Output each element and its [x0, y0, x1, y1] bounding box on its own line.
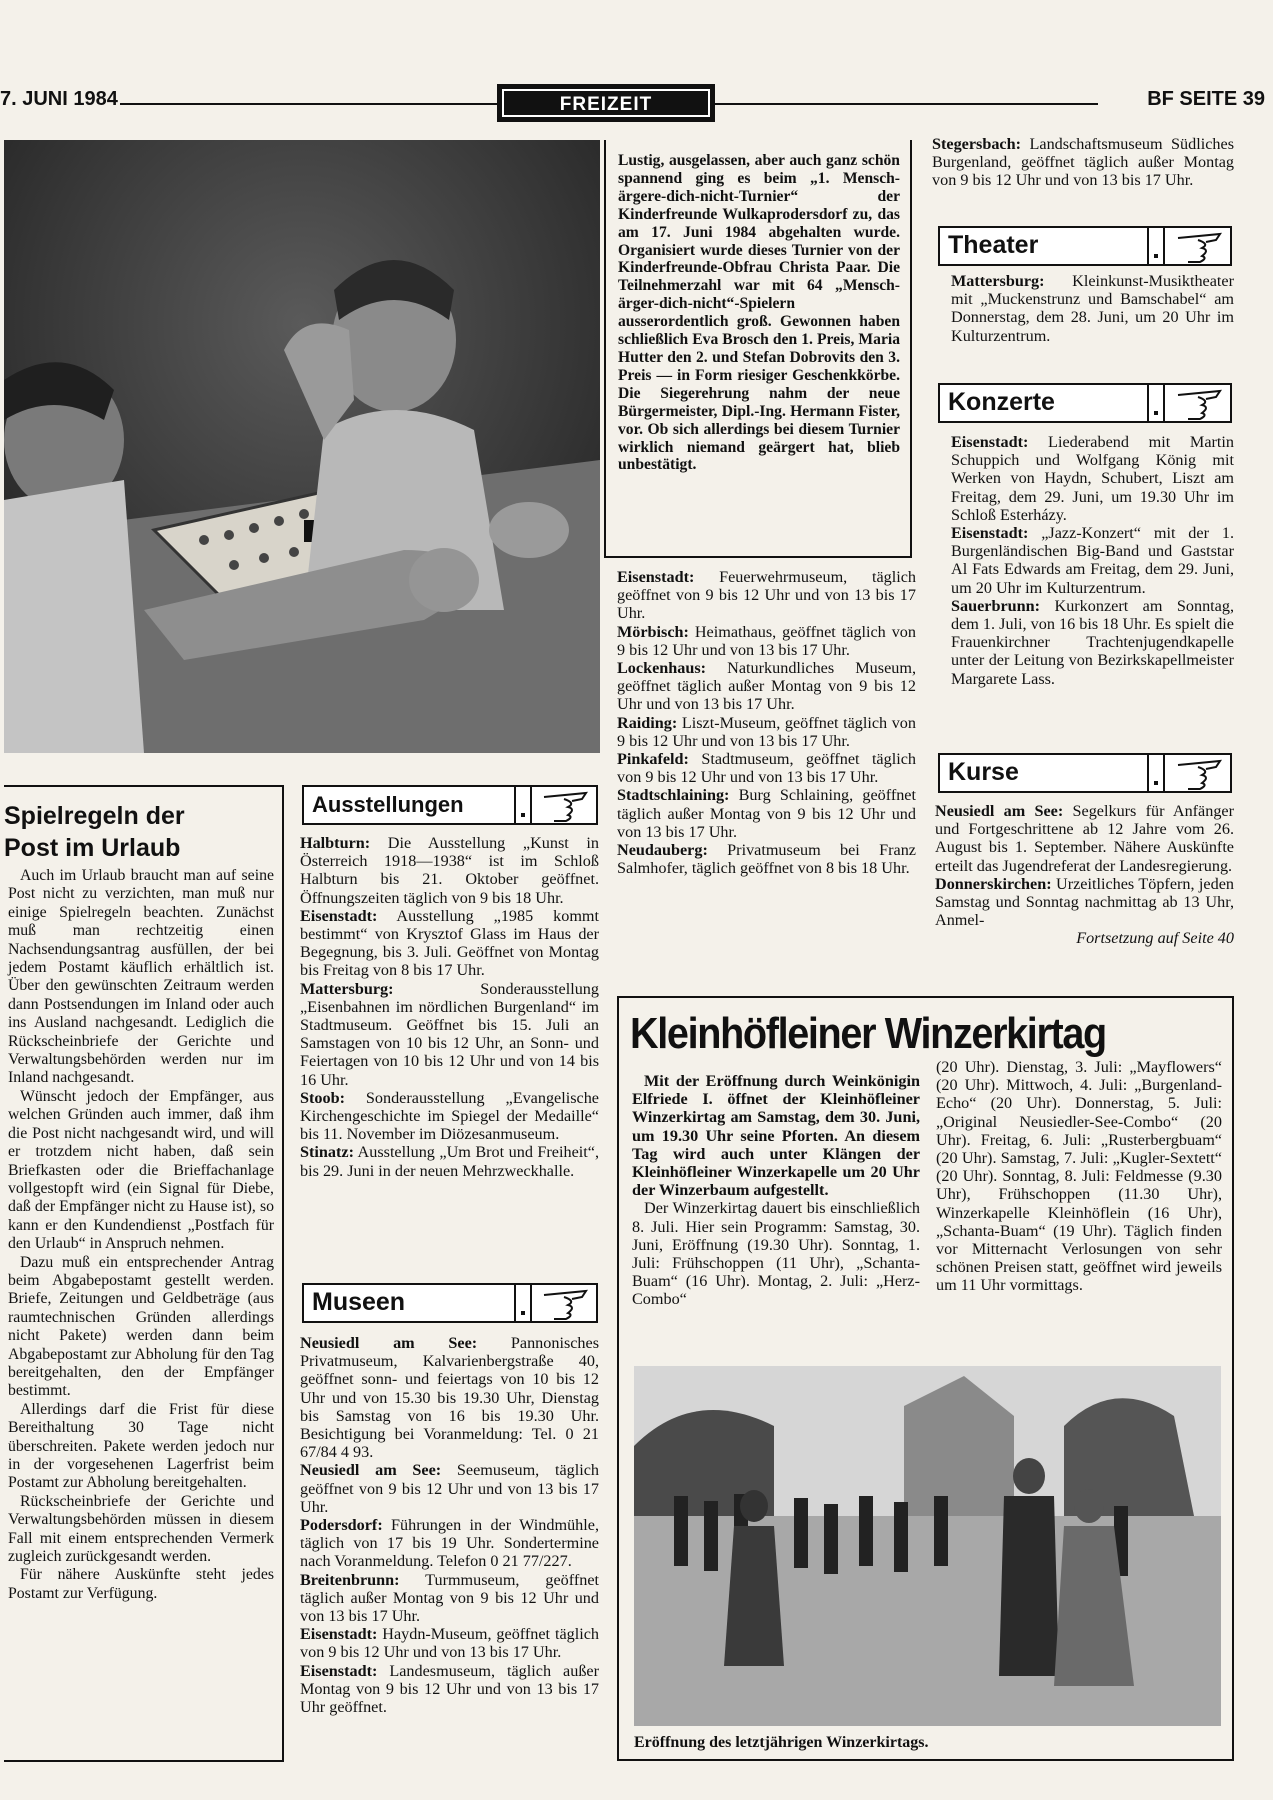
konzert-entry: Sauerbrunn: Kurkonzert am Sonntag, dem 1. Juli, von 16 bis 18 Uhr. Es spielt die Frauenkirchner Trachtenjugendkapelle unter der Leitung von Bezirkskapellmeister Margarete Lass.: [951, 596, 1234, 688]
kurs-entry: Neusiedl am See: Segelkurs für Anfänger und Fortgeschrittene ab 12 Jahre vom 26. August bis 1. September. Nähere Auskünfte erteilt das Jugendreferat der Landesregierung.: [935, 802, 1235, 875]
museen-title: Museen: [312, 1288, 406, 1316]
post-headline: Spielregeln der Post im Urlaub: [4, 802, 185, 862]
post-paragraph: Rückscheinbriefe der Gerichte und Verwaltungsbehörden müssen in diesem Fall mit einem entsprechenden Vermerk zugleich zurückgesandt werden.: [8, 1492, 274, 1566]
marker-square-icon: [514, 787, 532, 823]
post-paragraph: Allerdings darf die Frist für diese Bereithaltung 30 Tage nicht überschreiten. Pakete werden jedoch nur in der vorgesehenen Lagerfrist beim Postamt zur Abholung bereitgehalten.: [8, 1400, 274, 1492]
museum-entry: Mörbisch: Heimathaus, geöffnet täglich von 9 bis 12 Uhr und von 13 bis 17 Uhr.: [617, 622, 916, 659]
museum-entry: Eisenstadt: Landesmuseum, täglich außer Montag von 9 bis 12 Uhr und von 13 bis 17 Uhr geöffnet.: [300, 1661, 599, 1717]
marker-square-icon: [1147, 755, 1165, 791]
post-paragraph: Auch im Urlaub braucht man auf seine Post nicht zu verzichten, man muß nur einige Spielregeln beachten. Zunächst muß man rechtzeitig einen Nachsendungsantrag ausfüllen, der bei jedem Postamt käuflich erhältlich ist. Über den gewünschten Zeitraum werden dann Postsendungen im Inland oder auch ins Ausland nachgesandt. Lediglich die Rückscheinbriefe der Gerichte und Verwaltungsbehörden werden nur im Inland nachgesandt.: [8, 867, 274, 1087]
ausstellung-entry: Mattersburg: Sonderausstellung „Eisenbahnen im nördlichen Burgenland“ im Stadtmuseum. Geöffnet bis 15. Juli an Samstagen von 10 bis 12 Uhr, an Sonn- und Feiertagen von 10 bis 12 Uhr und von 14 bis 16 Uhr.: [300, 979, 599, 1089]
dance-illustration: [634, 1366, 1221, 1726]
turnier-text: Lustig, ausgelassen, aber auch ganz schön spannend ging es beim „1. Mensch-ärgere-dich-nicht-Turnier“ der Kinderfreunde Wulkaprodersdorf zu, das am 17. Juni 1984 abgehalten wurde. Organisiert wurde dieses Turnier von der Kinderfreunde-Obfrau Christa Paar. Die Teilnehmerzahl war mit 64 „Mensch-ärger-dich-nicht“-Spielern ausserordentlich groß. Gewonnen haben schließlich Eva Brosch den 1. Preis, Maria Hutter den 2. und Stefan Dobrovits den 3. Preis — in Form riesiger Geschenkkörbe. Die Siegerehrung nahm der neue Bürgermeister, Dipl.-Ing. Hermann Fister, vor. Ob sich allerdings bei diesem Turnier wirklich niemand geärgert hat, blieb unbestätigt.: [618, 152, 900, 474]
section-label: [497, 84, 715, 122]
kurse-title: Kurse: [948, 758, 1019, 786]
theater-entry: Mattersburg: Kleinkunst-Musiktheater mit „Muckenstrunz und Bamschabel“ am Donnerstag, dem 28. Juni, um 20 Uhr im Kulturzentrum.: [951, 272, 1234, 345]
kurs-entry: Donnerskirchen: Urzeitliches Töpfern, jeden Samstag und Sonntag nachmittag ab 13 Uhr, Anmel-: [935, 874, 1234, 930]
pointing-hand-icon: [1176, 230, 1226, 266]
section-label-text: FREIZEIT: [502, 89, 710, 117]
pointing-hand-icon: [1176, 757, 1226, 793]
marker-square-icon: [1147, 228, 1165, 264]
konzerte-heading: [938, 383, 1232, 423]
kurse-heading: [938, 753, 1232, 793]
ausstellung-entry: Eisenstadt: Ausstellung „1985 kommt bestimmt“ von Krysztof Glass im Haus der Begegnung, bis 3. Juli. Geöffnet von Montag bis Freitag von 8 bis 17 Uhr.: [300, 906, 599, 980]
winzerkirtag-intro: Mit der Eröffnung durch Weinkönigin Elfriede I. öffnet der Kleinhöfleiner Winzerkirtag am Samstag, dem 30. Juni, um 19.30 Uhr seine Pforten. An diesem Tag wird auch unter Klängen der Kleinhöfleiner Winzerkapelle um 20 Uhr der Winzerbaum aufgestellt.: [632, 1072, 920, 1200]
ausstellungen-list: [300, 834, 599, 1180]
museum-entry: Neusiedl am See: Pannonisches Privatmuseum, Kalvarienbergstraße 40, geöffnet sonn- und feiertags von 10 bis 12 Uhr und von 15.30 bis 19.30 Uhr, Dienstag bis Samstag von 16 bis 19.30 Uhr. Besichtigung bei Voranmeldung: Tel. 0 21 67/84 4 93.: [300, 1334, 600, 1462]
museum-entry: Breitenbrunn: Turmmuseum, geöffnet täglich außer Montag von 9 bis 12 Uhr und von 13 bis 17 Uhr.: [300, 1570, 599, 1626]
board-game-illustration: [4, 140, 600, 753]
museen-list: [300, 1334, 599, 1716]
museum-entry: Stadtschlaining: Burg Schlaining, geöffnet täglich außer Montag von 9 bis 12 Uhr und von 13 bis 17 Uhr.: [617, 786, 916, 841]
photo-caption: Eröffnung des letztjährigen Winzerkirtags.: [634, 1734, 929, 1751]
museum-entry: Eisenstadt: Haydn-Museum, geöffnet täglich von 9 bis 12 Uhr und von 13 bis 17 Uhr.: [300, 1625, 599, 1662]
post-paragraph: Dazu muß ein entsprechender Antrag beim Abgabepostamt gestellt werden. Briefe, Zeitungen und Geldbeträge (aus raumtechnischen Gründen allerdings nicht Pakete) werden dann beim Abgabepostamt zur Abholung für den Tag bereitgehalten, den der Empfänger bestimmt.: [8, 1253, 274, 1400]
stegersbach-entry: Stegersbach: Landschaftsmuseum Südliches Burgenland, geöffnet täglich außer Montag von 9 bis 12 Uhr und von 13 bis 17 Uhr.: [932, 135, 1234, 190]
header-rule-right: [715, 103, 1098, 105]
marker-square-icon: [1147, 385, 1165, 421]
museen-heading: [302, 1283, 598, 1323]
theater-list: [951, 272, 1234, 345]
post-paragraph: Wünscht jedoch der Empfänger, aus welchen Gründen auch immer, daß ihm die Post nicht nachgesandt wird, und will er trotzdem nicht haben, daß sein Briefkasten oder die Brieffachanlage vollgestopft wird (ein Signal für Diebe, daß der Empfänger nicht zu Hause ist), so kann er den Kundendienst „Postfach für den Urlaub“ in Anspruch nehmen.: [8, 1087, 274, 1253]
issue-date: 7. JUNI 1984: [0, 88, 118, 110]
ausstellungen-title: Ausstellungen: [312, 792, 464, 817]
winzerkirtag-col1: [632, 1072, 920, 1309]
pointing-hand-icon: [1176, 387, 1226, 423]
museum-entry: Podersdorf: Führungen in der Windmühle, täglich von 17 bis 19 Uhr. Sondertermine nach Voranmeldung. Telefon 0 21 77/227.: [300, 1516, 599, 1571]
museum-entry: Eisenstadt: Feuerwehrmuseum, täglich geöffnet von 9 bis 12 Uhr und von 13 bis 17 Uhr.: [617, 568, 916, 623]
post-paragraph: Für nähere Auskünfte steht jedes Postamt zur Verfügung.: [8, 1566, 274, 1602]
ausstellung-entry: Stoob: Sonderausstellung „Evangelische Kirchengeschichte im Spiegel der Medaille“ bis 11. November im Diözesanmuseum.: [300, 1088, 599, 1144]
konzerte-title: Konzerte: [948, 388, 1055, 416]
page-number: BF SEITE 39: [1147, 88, 1265, 110]
museums-continued: [617, 568, 916, 877]
pointing-hand-icon: [542, 1287, 592, 1323]
continued-note: Fortsetzung auf Seite 40: [1076, 929, 1234, 948]
museum-entry: Lockenhaus: Naturkundliches Museum, geöffnet täglich außer Montag von 9 bis 12 Uhr und von 13 bis 17 Uhr.: [617, 659, 916, 714]
konzerte-list: [951, 433, 1234, 688]
konzert-entry: Eisenstadt: „Jazz-Konzert“ mit der 1. Burgenländischen Big-Band und Gaststar Al Fats Edwards am Freitag, dem 29. Juni, um 20 Uhr im Kulturzentrum.: [951, 524, 1234, 597]
board-game-photo: [4, 140, 600, 753]
winzerkirtag-headline: Kleinhöfleiner Winzerkirtag: [630, 1009, 1106, 1058]
winzerkirtag-photo: [634, 1366, 1221, 1726]
museum-entry: Raiding: Liszt-Museum, geöffnet täglich von 9 bis 12 Uhr und von 13 bis 17 Uhr.: [617, 713, 916, 750]
ausstellungen-heading: [302, 785, 598, 825]
konzert-entry: Eisenstadt: Liederabend mit Martin Schuppich und Wolfgang König mit Werken von Haydn, Schubert, Liszt am Freitag, dem 29. Juni, um 19.30 Uhr im Schloß Esterházy.: [951, 433, 1234, 524]
marker-square-icon: [514, 1285, 532, 1321]
winzerkirtag-col2: [936, 1058, 1222, 1295]
ausstellung-entry: Halbturn: Die Ausstellung „Kunst in Österreich 1918—1938“ ist im Schloß Halbturn bis 21. Oktober geöffnet. Öffnungszeiten täglich von 9 bis 18 Uhr.: [300, 834, 599, 907]
winzerkirtag-program: Der Winzerkirtag dauert bis einschließlich 8. Juli. Hier sein Programm: Samstag, 30. Juni, Eröffnung (19.30 Uhr). Sonntag, 1. Juli: Frühschoppen (11 Uhr), „Schanta-Buam“ (16 Uhr). Montag, 2. Juli: „Herz-Combo“: [632, 1199, 920, 1309]
pointing-hand-icon: [542, 789, 592, 825]
header-rule-left: [120, 103, 498, 105]
ausstellung-entry: Stinatz: Ausstellung „Um Brot und Freiheit“, bis 29. Juni in der neuen Mehrzweckhalle.: [300, 1143, 599, 1180]
theater-title: Theater: [948, 231, 1039, 259]
theater-heading: [938, 226, 1232, 266]
museum-entry: Neudauberg: Privatmuseum bei Franz Salmhofer, täglich geöffnet von 8 bis 18 Uhr.: [617, 841, 916, 878]
museum-entry: Pinkafeld: Stadtmuseum, geöffnet täglich von 9 bis 12 Uhr und von 13 bis 17 Uhr.: [617, 750, 916, 787]
kurse-list: [935, 802, 1234, 948]
winzerkirtag-program-cont: (20 Uhr). Dienstag, 3. Juli: „Mayflowers“ (20 Uhr). Mittwoch, 4. Juli: „Burgenland-Echo“ (20 Uhr). Donnerstag, 5. Juli: „Original Neusiedler-See-Combo“ (20 Uhr). Freitag, 6. Juli: „Rusterbergbuam“ (20 Uhr). Samstag, 7. Juli: „Kugler-Sextett“ (20 Uhr). Sonntag, 8. Juli: Feldmesse (9.30 Uhr), Frühschoppen (11.30 Uhr), Winzerkapelle Kleinhöflein (16 Uhr), „Schanta-Buam“ (19 Uhr). Täglich finden vor Mitternacht Verlosungen von sehr schönen Preisen statt, geöffnet wird jeweils um 11 Uhr vormittags.: [936, 1058, 1222, 1295]
post-body: [8, 867, 274, 1603]
museum-entry: Neusiedl am See: Seemuseum, täglich geöffnet von 9 bis 12 Uhr und von 13 bis 17 Uhr.: [300, 1461, 599, 1516]
